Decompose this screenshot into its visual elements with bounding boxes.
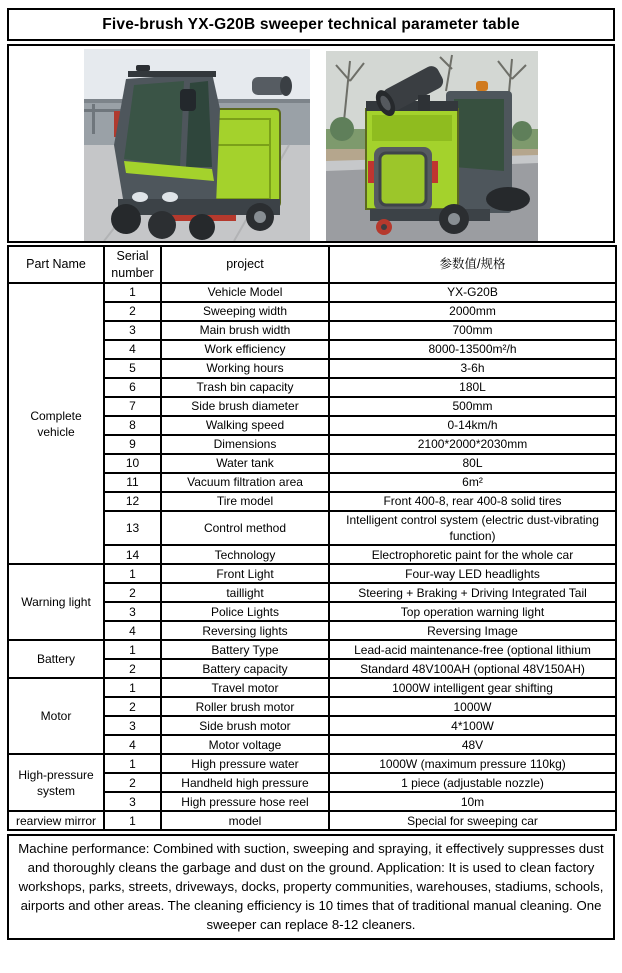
serial-cell: 4 bbox=[104, 621, 161, 640]
project-cell: Main brush width bbox=[161, 321, 329, 340]
project-cell: Front Light bbox=[161, 564, 329, 583]
project-cell: Working hours bbox=[161, 359, 329, 378]
value-cell: Four-way LED headlights bbox=[329, 564, 616, 583]
table-row bbox=[8, 678, 616, 697]
project-cell: Handheld high pressure bbox=[161, 773, 329, 792]
serial-cell: 1 bbox=[104, 811, 161, 830]
serial-cell: 5 bbox=[104, 359, 161, 378]
project-cell: Roller brush motor bbox=[161, 697, 329, 716]
header-part-name: Part Name bbox=[8, 246, 104, 283]
serial-cell: 13 bbox=[104, 511, 161, 545]
value-cell: YX-G20B bbox=[329, 283, 616, 302]
project-cell: Dimensions bbox=[161, 435, 329, 454]
serial-cell: 1 bbox=[104, 564, 161, 583]
value-cell: 0-14km/h bbox=[329, 416, 616, 435]
value-cell: 10m bbox=[329, 792, 616, 811]
part-name-cell: Warning light bbox=[8, 564, 104, 640]
part-name-cell: Complete vehicle bbox=[8, 283, 104, 564]
project-cell: Walking speed bbox=[161, 416, 329, 435]
part-name-cell: Battery bbox=[8, 640, 104, 678]
project-cell: Police Lights bbox=[161, 602, 329, 621]
value-cell: 48V bbox=[329, 735, 616, 754]
project-cell: Work efficiency bbox=[161, 340, 329, 359]
table-row bbox=[8, 564, 616, 583]
serial-cell: 2 bbox=[104, 302, 161, 321]
sweeper-photo-front bbox=[84, 49, 310, 241]
value-cell: 4*100W bbox=[329, 716, 616, 735]
param-table-body bbox=[8, 283, 616, 830]
sweeper-photo-rear bbox=[326, 51, 538, 241]
serial-cell: 4 bbox=[104, 735, 161, 754]
project-cell: Trash bin capacity bbox=[161, 378, 329, 397]
serial-cell: 8 bbox=[104, 416, 161, 435]
serial-cell: 3 bbox=[104, 321, 161, 340]
serial-cell: 3 bbox=[104, 716, 161, 735]
value-cell: 3-6h bbox=[329, 359, 616, 378]
part-name-cell: Motor bbox=[8, 678, 104, 754]
header-value: 参数值/规格 bbox=[329, 246, 616, 283]
serial-cell: 2 bbox=[104, 773, 161, 792]
value-cell: Lead-acid maintenance-free (optional lithium bbox=[329, 640, 616, 659]
value-cell: 1000W bbox=[329, 697, 616, 716]
serial-cell: 3 bbox=[104, 792, 161, 811]
serial-cell: 2 bbox=[104, 697, 161, 716]
value-cell: Intelligent control system (electric dust-vibrating function) bbox=[329, 511, 616, 545]
serial-cell: 1 bbox=[104, 678, 161, 697]
part-name-cell: High-pressure system bbox=[8, 754, 104, 811]
page-title: Five-brush YX-G20B sweeper technical parameter table bbox=[7, 8, 615, 41]
serial-cell: 7 bbox=[104, 397, 161, 416]
value-cell: Front 400-8, rear 400-8 solid tires bbox=[329, 492, 616, 511]
value-cell: 1 piece (adjustable nozzle) bbox=[329, 773, 616, 792]
project-cell: High pressure hose reel bbox=[161, 792, 329, 811]
part-name-cell: rearview mirror bbox=[8, 811, 104, 830]
value-cell: Reversing Image bbox=[329, 621, 616, 640]
serial-cell: 10 bbox=[104, 454, 161, 473]
value-cell: Standard 48V100AH (optional 48V150AH) bbox=[329, 659, 616, 678]
serial-cell: 12 bbox=[104, 492, 161, 511]
value-cell: 500mm bbox=[329, 397, 616, 416]
value-cell: Steering + Braking + Driving Integrated Tail bbox=[329, 583, 616, 602]
serial-cell: 3 bbox=[104, 602, 161, 621]
project-cell: Tire model bbox=[161, 492, 329, 511]
table-row bbox=[8, 811, 616, 830]
project-cell: Vacuum filtration area bbox=[161, 473, 329, 492]
project-cell: Battery Type bbox=[161, 640, 329, 659]
value-cell: Special for sweeping car bbox=[329, 811, 616, 830]
value-cell: 180L bbox=[329, 378, 616, 397]
serial-cell: 6 bbox=[104, 378, 161, 397]
machine-performance-text: Machine performance: Combined with suction, sweeping and spraying, it effectively suppresses dust and thoroughly cleans the garbage and dust on the ground. Application: It is used to clean factory workshops, parks, streets, driveways, docks, property communities, warehouses, stadiums, schools, airports and other areas. The cleaning efficiency is 10 times that of traditional manual cleaning. One sweeper can replace 8-12 cleaners. bbox=[7, 834, 615, 940]
value-cell: 8000-13500m²/h bbox=[329, 340, 616, 359]
project-cell: taillight bbox=[161, 583, 329, 602]
project-cell: Technology bbox=[161, 545, 329, 564]
project-cell: Side brush diameter bbox=[161, 397, 329, 416]
project-cell: Side brush motor bbox=[161, 716, 329, 735]
parameter-table bbox=[7, 245, 617, 831]
value-cell: 6m² bbox=[329, 473, 616, 492]
header-project: project bbox=[161, 246, 329, 283]
table-header-row bbox=[8, 246, 616, 283]
value-cell: 1000W intelligent gear shifting bbox=[329, 678, 616, 697]
value-cell: Electrophoretic paint for the whole car bbox=[329, 545, 616, 564]
project-cell: Reversing lights bbox=[161, 621, 329, 640]
value-cell: 1000W (maximum pressure 110kg) bbox=[329, 754, 616, 773]
value-cell: 80L bbox=[329, 454, 616, 473]
value-cell: Top operation warning light bbox=[329, 602, 616, 621]
value-cell: 700mm bbox=[329, 321, 616, 340]
serial-cell: 1 bbox=[104, 754, 161, 773]
project-cell: Battery capacity bbox=[161, 659, 329, 678]
serial-cell: 1 bbox=[104, 640, 161, 659]
table-row bbox=[8, 754, 616, 773]
value-cell: 2100*2000*2030mm bbox=[329, 435, 616, 454]
project-cell: Water tank bbox=[161, 454, 329, 473]
serial-cell: 14 bbox=[104, 545, 161, 564]
project-cell: High pressure water bbox=[161, 754, 329, 773]
serial-cell: 4 bbox=[104, 340, 161, 359]
project-cell: Travel motor bbox=[161, 678, 329, 697]
serial-cell: 2 bbox=[104, 659, 161, 678]
table-row bbox=[8, 640, 616, 659]
project-cell: Sweeping width bbox=[161, 302, 329, 321]
project-cell: Motor voltage bbox=[161, 735, 329, 754]
project-cell: Control method bbox=[161, 511, 329, 545]
serial-cell: 1 bbox=[104, 283, 161, 302]
project-cell: Vehicle Model bbox=[161, 283, 329, 302]
serial-cell: 9 bbox=[104, 435, 161, 454]
table-row bbox=[8, 283, 616, 302]
serial-cell: 2 bbox=[104, 583, 161, 602]
photo-panel bbox=[7, 44, 615, 243]
header-serial: Serial number bbox=[104, 246, 161, 283]
project-cell: model bbox=[161, 811, 329, 830]
serial-cell: 11 bbox=[104, 473, 161, 492]
value-cell: 2000mm bbox=[329, 302, 616, 321]
